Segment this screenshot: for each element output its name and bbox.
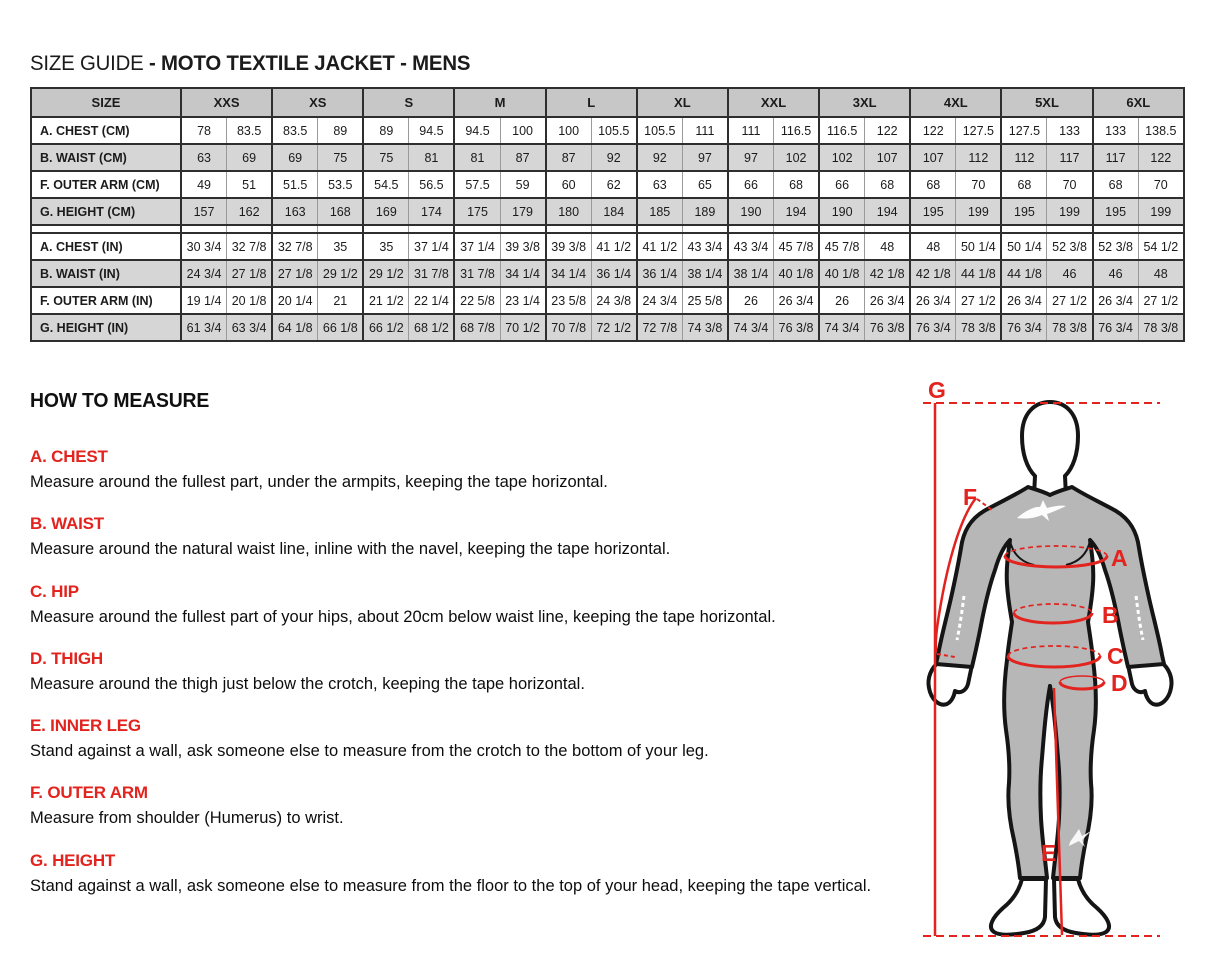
size-column-header: 5XL [1001,88,1092,117]
size-value-cell: 138.5 [1138,117,1184,144]
size-value-cell: 39 3/8 [546,233,592,260]
figure-foot [991,879,1046,935]
size-value-cell: 69 [272,144,318,171]
size-value-cell: 26 [819,287,865,314]
size-value-cell: 87 [500,144,546,171]
size-value-cell: 20 1/4 [272,287,318,314]
size-value-cell: 83.5 [227,117,273,144]
spacer-cell [1138,225,1184,233]
figure-label-f: F [963,484,978,510]
size-value-cell: 32 7/8 [272,233,318,260]
size-value-cell: 43 3/4 [728,233,774,260]
size-value-cell: 180 [546,198,592,225]
body-measurement-diagram [914,378,1214,974]
measure-section [30,447,910,493]
size-value-cell: 122 [910,117,956,144]
measure-section-text: Measure from shoulder (Humerus) to wrist. [30,809,344,828]
size-value-cell: 127.5 [1001,117,1047,144]
spacer-cell [1001,225,1047,233]
how-to-measure-heading: HOW TO MEASURE [30,390,210,412]
size-value-cell: 179 [500,198,546,225]
row-label: B. WAIST (CM) [31,144,181,171]
size-value-cell: 35 [318,233,364,260]
size-value-cell: 27 1/2 [956,287,1002,314]
size-value-cell: 51 [227,171,273,198]
size-value-cell: 44 1/8 [1001,260,1047,287]
size-value-cell: 65 [682,171,728,198]
size-value-cell: 54.5 [363,171,409,198]
size-value-cell: 116.5 [774,117,820,144]
size-value-cell: 122 [865,117,911,144]
figure-label-e: E [1041,840,1057,866]
size-value-cell: 78 3/8 [1047,314,1093,341]
measure-section [30,582,910,628]
size-value-cell: 46 [1093,260,1139,287]
measure-section [30,851,910,897]
row-label: B. WAIST (IN) [31,260,181,287]
size-value-cell: 41 1/2 [637,233,683,260]
size-value-cell: 70 [956,171,1002,198]
size-value-cell: 26 3/4 [1001,287,1047,314]
spacer-cell [500,225,546,233]
size-value-cell: 44 1/8 [956,260,1002,287]
size-value-cell: 63 3/4 [227,314,273,341]
table-row [31,260,1184,287]
measure-section-text: Measure around the fullest part of your hips, about 20cm below waist line, keeping the tape horizontal. [30,607,776,626]
figure-label-c: C [1107,643,1124,669]
size-value-cell: 105.5 [637,117,683,144]
spacer-cell [865,225,911,233]
size-value-cell: 62 [591,171,637,198]
size-value-cell: 40 1/8 [774,260,820,287]
size-column-header: L [546,88,637,117]
size-value-cell: 117 [1047,144,1093,171]
size-column-header: M [454,88,545,117]
page-title-bold: - MOTO TEXTILE JACKET - MENS [148,52,471,76]
size-value-cell: 31 7/8 [454,260,500,287]
size-value-cell: 26 3/4 [774,287,820,314]
measure-section-label: A. CHEST [30,447,108,466]
size-value-cell: 195 [1093,198,1139,225]
size-value-cell: 68 [774,171,820,198]
size-value-cell: 190 [728,198,774,225]
size-value-cell: 27 1/8 [227,260,273,287]
size-value-cell: 50 1/4 [956,233,1002,260]
spacer-cell [454,225,500,233]
size-value-cell: 23 5/8 [546,287,592,314]
size-value-cell: 76 3/8 [865,314,911,341]
measure-section-text: Measure around the fullest part, under the armpits, keeping the tape horizontal. [30,473,608,491]
size-value-cell: 72 1/2 [591,314,637,341]
size-value-cell: 42 1/8 [910,260,956,287]
size-value-cell: 29 1/2 [363,260,409,287]
size-value-cell: 94.5 [454,117,500,144]
measure-section [30,783,910,829]
spacer-cell [956,225,1002,233]
size-value-cell: 78 3/8 [956,314,1002,341]
size-value-cell: 66 [819,171,865,198]
size-value-cell: 26 3/4 [865,287,911,314]
size-value-cell: 102 [774,144,820,171]
size-value-cell: 76 3/4 [910,314,956,341]
size-column-header: S [363,88,454,117]
measure-section-label: C. HIP [30,581,79,601]
size-column-header: 6XL [1093,88,1184,117]
page-title [30,52,470,76]
size-value-cell: 116.5 [819,117,865,144]
size-value-cell: 40 1/8 [819,260,865,287]
how-to-measure-section [30,390,910,918]
row-label: F. OUTER ARM (IN) [31,287,181,314]
size-value-cell: 78 [181,117,227,144]
size-value-cell: 25 5/8 [682,287,728,314]
size-value-cell: 39 3/8 [500,233,546,260]
measure-section-text: Measure around the natural waist line, inline with the navel, keeping the tape horizontal. [30,540,671,559]
size-value-cell: 175 [454,198,500,225]
spacer-cell [272,225,318,233]
size-value-cell: 50 1/4 [1001,233,1047,260]
size-value-cell: 45 7/8 [774,233,820,260]
size-value-cell: 19 1/4 [181,287,227,314]
size-value-cell: 133 [1093,117,1139,144]
spacer-cell [546,225,592,233]
size-value-cell: 68 [1001,171,1047,198]
size-value-cell: 111 [728,117,774,144]
spacer-cell [774,225,820,233]
size-value-cell: 51.5 [272,171,318,198]
size-value-cell: 199 [956,198,1002,225]
size-value-cell: 127.5 [956,117,1002,144]
size-value-cell: 83.5 [272,117,318,144]
spacer-cell [181,225,227,233]
table-row [31,233,1184,260]
size-value-cell: 105.5 [591,117,637,144]
outer-arm-tick-top [977,499,992,510]
size-column-header: XL [637,88,728,117]
figure-label-g: G [928,378,946,403]
size-value-cell: 87 [546,144,592,171]
size-value-cell: 26 3/4 [1093,287,1139,314]
size-value-cell: 27 1/2 [1047,287,1093,314]
size-value-cell: 97 [728,144,774,171]
spacer-cell [227,225,273,233]
size-value-cell: 75 [318,144,364,171]
size-value-cell: 21 1/2 [363,287,409,314]
size-value-cell: 92 [591,144,637,171]
size-value-cell: 56.5 [409,171,455,198]
size-value-cell: 81 [409,144,455,171]
size-value-cell: 199 [1047,198,1093,225]
spacer-cell [409,225,455,233]
measure-section [30,649,910,695]
size-value-cell: 63 [181,144,227,171]
size-value-cell: 68 [865,171,911,198]
measurement-figure [914,378,1214,974]
table-row [31,171,1184,198]
size-value-cell: 94.5 [409,117,455,144]
size-value-cell: 42 1/8 [865,260,911,287]
size-value-cell: 68 [910,171,956,198]
size-value-cell: 54 1/2 [1138,233,1184,260]
size-value-cell: 41 1/2 [591,233,637,260]
measure-section-text: Measure around the thigh just below the crotch, keeping the tape horizontal. [30,674,585,693]
size-value-cell: 89 [363,117,409,144]
size-value-cell: 112 [1001,144,1047,171]
size-value-cell: 43 3/4 [682,233,728,260]
size-value-cell: 26 [728,287,774,314]
size-value-cell: 68 7/8 [454,314,500,341]
size-value-cell: 66 1/8 [318,314,364,341]
size-value-cell: 38 1/4 [728,260,774,287]
size-value-cell: 20 1/8 [227,287,273,314]
size-value-cell: 174 [409,198,455,225]
size-value-cell: 190 [819,198,865,225]
row-label: A. CHEST (CM) [31,117,181,144]
spacer-cell [1093,225,1139,233]
measure-section-label: B. WAIST [30,514,104,534]
size-value-cell: 185 [637,198,683,225]
size-value-cell: 74 3/4 [728,314,774,341]
size-value-cell: 122 [1138,144,1184,171]
size-value-cell: 21 [318,287,364,314]
size-value-cell: 22 1/4 [409,287,455,314]
spacer-cell [637,225,683,233]
size-value-cell: 24 3/4 [637,287,683,314]
size-value-cell: 68 [1093,171,1139,198]
row-label: G. HEIGHT (CM) [31,198,181,225]
measure-section-label: D. THIGH [30,648,104,668]
size-value-cell: 133 [1047,117,1093,144]
size-value-cell: 24 3/8 [591,287,637,314]
size-value-cell: 117 [1093,144,1139,171]
size-value-cell: 74 3/4 [819,314,865,341]
page-title-regular: SIZE GUIDE [30,52,149,76]
spacer-cell [910,225,956,233]
size-value-cell: 76 3/4 [1001,314,1047,341]
size-value-cell: 63 [637,171,683,198]
size-value-cell: 78 3/8 [1138,314,1184,341]
size-value-cell: 70 1/2 [500,314,546,341]
size-value-cell: 22 5/8 [454,287,500,314]
figure-label-a: A [1111,545,1128,571]
size-table-corner-header: SIZE [31,88,181,117]
size-value-cell: 38 1/4 [682,260,728,287]
table-row [31,314,1184,341]
size-value-cell: 169 [363,198,409,225]
size-value-cell: 76 3/4 [1093,314,1139,341]
size-value-cell: 69 [227,144,273,171]
size-value-cell: 30 3/4 [181,233,227,260]
measure-section [30,514,910,560]
size-table [30,87,1185,342]
spacer-cell [31,225,181,233]
size-value-cell: 53.5 [318,171,364,198]
table-row [31,144,1184,171]
size-value-cell: 100 [500,117,546,144]
size-value-cell: 194 [774,198,820,225]
size-table-header [31,88,1184,117]
size-value-cell: 36 1/4 [637,260,683,287]
size-value-cell: 59 [500,171,546,198]
size-value-cell: 111 [682,117,728,144]
size-value-cell: 68 1/2 [409,314,455,341]
size-value-cell: 74 3/8 [682,314,728,341]
table-row [31,287,1184,314]
size-value-cell: 102 [819,144,865,171]
size-value-cell: 70 [1047,171,1093,198]
size-value-cell: 107 [865,144,911,171]
figure-label-b: B [1102,602,1119,628]
size-value-cell: 34 1/4 [500,260,546,287]
size-value-cell: 35 [363,233,409,260]
measure-section-text: Stand against a wall, ask someone else to measure from the floor to the top of your head, keeping the tape vertical. [30,876,872,895]
spacer-cell [728,225,774,233]
size-value-cell: 27 1/8 [272,260,318,287]
size-column-header: XXS [181,88,272,117]
size-value-cell: 37 1/4 [409,233,455,260]
size-value-cell: 48 [865,233,911,260]
size-value-cell: 31 7/8 [409,260,455,287]
size-value-cell: 81 [454,144,500,171]
size-value-cell: 37 1/4 [454,233,500,260]
size-value-cell: 189 [682,198,728,225]
row-label: G. HEIGHT (IN) [31,314,181,341]
spacer-cell [819,225,865,233]
size-value-cell: 36 1/4 [591,260,637,287]
table-row [31,117,1184,144]
measure-section-label: E. INNER LEG [30,716,141,736]
row-label: A. CHEST (IN) [31,233,181,260]
size-value-cell: 46 [1047,260,1093,287]
table-row [31,198,1184,225]
figure-label-d: D [1111,670,1128,696]
size-value-cell: 52 3/8 [1093,233,1139,260]
size-value-cell: 52 3/8 [1047,233,1093,260]
size-value-cell: 97 [682,144,728,171]
spacer-cell [682,225,728,233]
spacer-cell [363,225,409,233]
size-value-cell: 157 [181,198,227,225]
measure-section-label: F. OUTER ARM [30,783,148,803]
size-value-cell: 100 [546,117,592,144]
figure-head [1022,402,1078,496]
size-value-cell: 24 3/4 [181,260,227,287]
size-value-cell: 61 3/4 [181,314,227,341]
size-value-cell: 23 1/4 [500,287,546,314]
size-column-header: 4XL [910,88,1001,117]
measure-section-text: Stand against a wall, ask someone else to measure from the crotch to the bottom of your leg. [30,742,709,761]
size-value-cell: 34 1/4 [546,260,592,287]
size-value-cell: 168 [318,198,364,225]
spacer-cell [1047,225,1093,233]
size-value-cell: 45 7/8 [819,233,865,260]
size-value-cell: 75 [363,144,409,171]
measure-section-label: G. HEIGHT [30,850,116,870]
size-value-cell: 163 [272,198,318,225]
size-value-cell: 26 3/4 [910,287,956,314]
size-value-cell: 112 [956,144,1002,171]
size-value-cell: 199 [1138,198,1184,225]
size-value-cell: 195 [1001,198,1047,225]
size-value-cell: 66 1/2 [363,314,409,341]
row-label: F. OUTER ARM (CM) [31,171,181,198]
size-value-cell: 29 1/2 [318,260,364,287]
table-spacer-row [31,225,1184,233]
size-value-cell: 195 [910,198,956,225]
size-value-cell: 64 1/8 [272,314,318,341]
size-value-cell: 48 [1138,260,1184,287]
size-value-cell: 107 [910,144,956,171]
size-value-cell: 92 [637,144,683,171]
size-column-header: XXL [728,88,819,117]
size-value-cell: 76 3/8 [774,314,820,341]
size-value-cell: 70 [1138,171,1184,198]
size-column-header: 3XL [819,88,910,117]
measure-section [30,716,910,762]
size-value-cell: 72 7/8 [637,314,683,341]
size-value-cell: 89 [318,117,364,144]
size-value-cell: 57.5 [454,171,500,198]
size-value-cell: 184 [591,198,637,225]
spacer-cell [591,225,637,233]
size-column-header: XS [272,88,363,117]
size-value-cell: 194 [865,198,911,225]
size-value-cell: 70 7/8 [546,314,592,341]
spacer-cell [318,225,364,233]
size-value-cell: 27 1/2 [1138,287,1184,314]
size-value-cell: 66 [728,171,774,198]
size-value-cell: 48 [910,233,956,260]
size-value-cell: 162 [227,198,273,225]
size-value-cell: 49 [181,171,227,198]
size-value-cell: 60 [546,171,592,198]
size-value-cell: 32 7/8 [227,233,273,260]
